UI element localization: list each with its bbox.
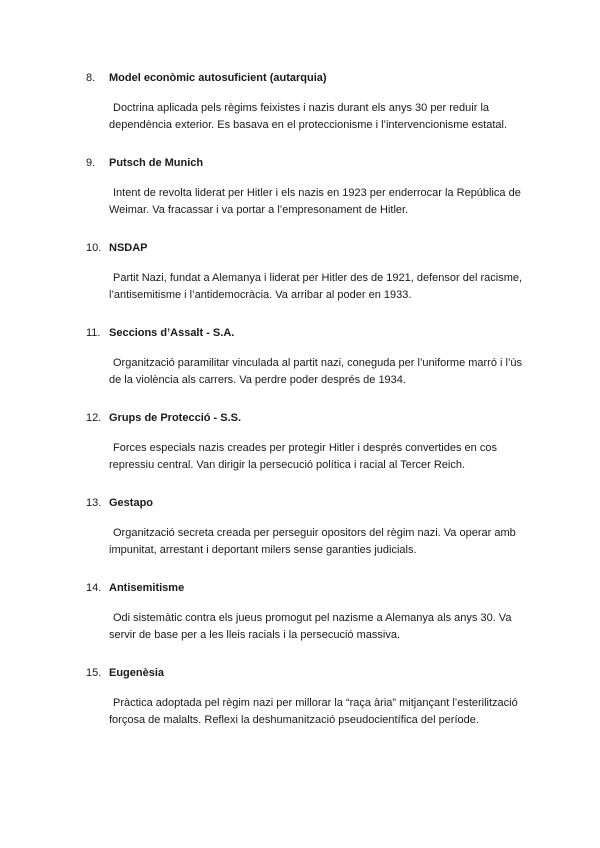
entry-heading: [0, 664, 600, 682]
entry-heading: [0, 154, 600, 172]
entry-heading: [0, 409, 600, 427]
entry-title: Grups de Protecció - S.S.: [109, 412, 242, 424]
entry-definition: Organització secreta creada per perseguir opositors del règim nazi. Va operar amb impunitat, arrestant i deportant milers sense garanties judicials.: [109, 527, 516, 556]
entry-definition: Pràctica adoptada pel règim nazi per millorar la “raça ària” mitjançant l’esterilització forçosa de malalts. Reflexi la deshumanització pseudocientífica del període.: [109, 697, 518, 726]
entry-number: 15.: [86, 667, 102, 679]
entry-title: Eugenèsia: [109, 667, 165, 679]
entry-number: 13.: [86, 497, 102, 509]
entry-number: 10.: [86, 242, 102, 254]
entry-heading: [0, 69, 600, 87]
entry-title: NSDAP: [109, 242, 148, 254]
list-item: [0, 154, 600, 239]
entry-definition: Organització paramilitar vinculada al partit nazi, coneguda per l’uniforme marró i l’ús de la violència als carrers. Va perdre poder després de 1934.: [109, 357, 523, 386]
entry-title: Putsch de Munich: [109, 157, 204, 169]
entry-title: Seccions d’Assalt - S.A.: [109, 327, 235, 339]
list-item: [0, 494, 600, 579]
list-item: [0, 664, 600, 728]
entry-number: 8.: [86, 72, 96, 84]
entry-title: Gestapo: [109, 497, 154, 509]
entry-number: 9.: [86, 157, 96, 169]
list-item: [0, 579, 600, 664]
list-item: [0, 69, 600, 154]
entry-definition: Intent de revolta liderat per Hitler i els nazis en 1923 per enderrocar la República de Weimar. Va fracassar i va portar a l’empresonament de Hitler.: [109, 187, 521, 216]
entry-number: 12.: [86, 412, 102, 424]
entry-number: 11.: [86, 327, 101, 339]
entry-definition: Odi sistemàtic contra els jueus promogut pel nazisme a Alemanya als anys 30. Va servir de base per a les lleis racials i la persecució massiva.: [109, 612, 512, 641]
list-item: [0, 409, 600, 494]
entry-definition: Forces especials nazis creades per protegir Hitler i després convertides en cos repressiu central. Van dirigir la persecució política i racial al Tercer Reich.: [109, 442, 497, 471]
entry-heading: [0, 494, 600, 512]
entry-heading: [0, 579, 600, 597]
entry-definition: Partit Nazi, fundat a Alemanya i liderat per Hitler des de 1921, defensor del racisme, l’antisemitisme i l’antidemocràcia. Va arribar al poder en 1933.: [109, 272, 523, 301]
list-item: [0, 324, 600, 409]
entry-number: 14.: [86, 582, 102, 594]
glossary-list: [0, 69, 600, 728]
entry-title: Model econòmic autosuficient (autarquia): [109, 72, 327, 84]
entry-title: Antisemitisme: [109, 582, 185, 594]
list-item: [0, 239, 600, 324]
entry-definition: Doctrina aplicada pels règims feixistes i nazis durant els anys 30 per reduir la dependència exterior. Es basava en el proteccionisme i l’intervencionisme estatal.: [109, 102, 508, 131]
entry-heading: [0, 239, 600, 257]
entry-heading: [0, 324, 600, 342]
